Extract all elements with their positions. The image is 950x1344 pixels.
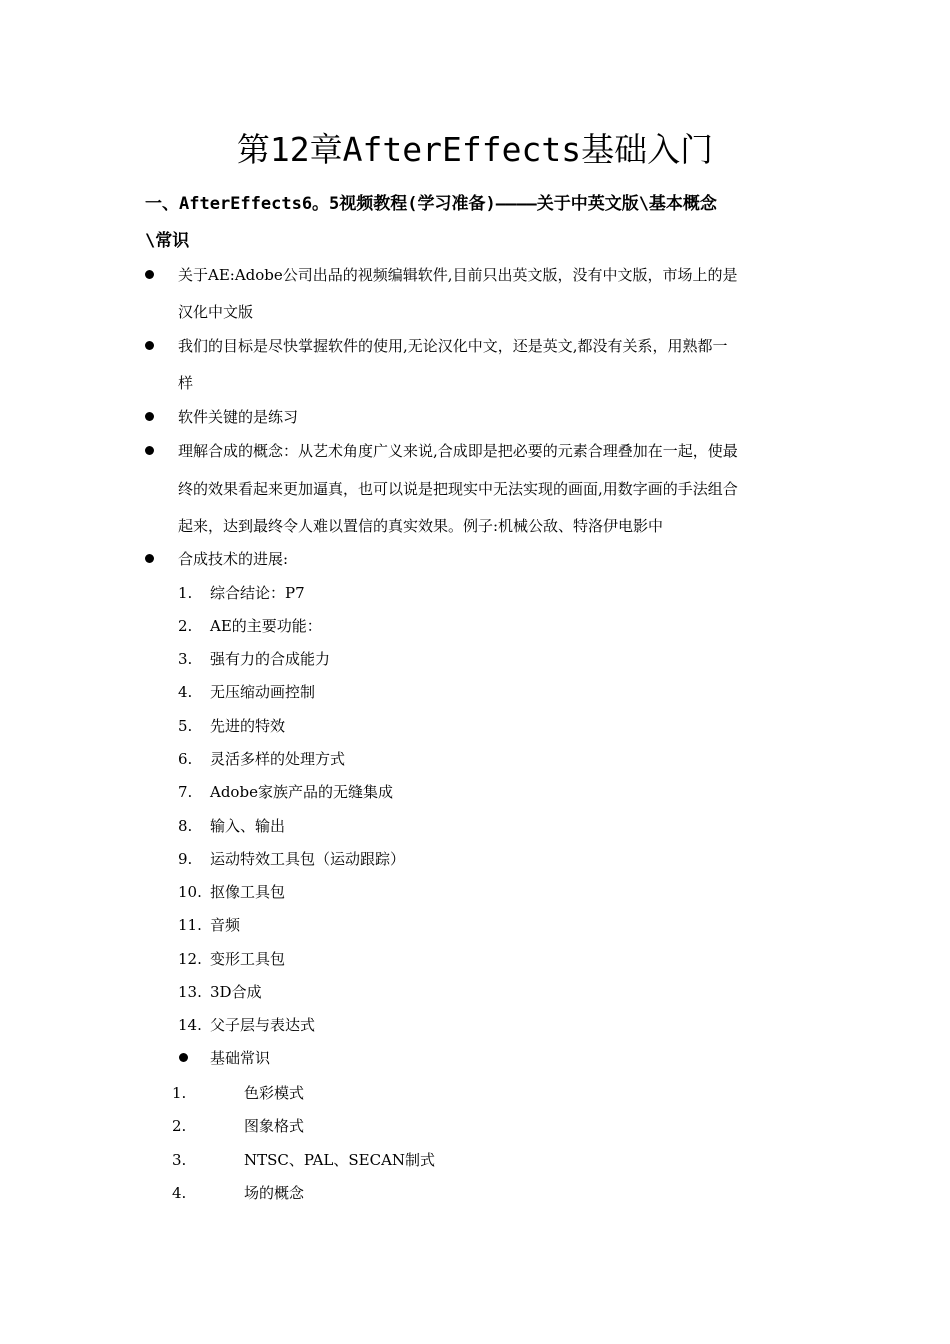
bullet-dot-icon <box>145 412 154 421</box>
bullet-2-line-1: 我们的目标是尽快掌握软件的使用,无论汉化中文，还是英文,都没有关系，用熟都一 <box>178 337 728 355</box>
list-item-text: 综合结论：P7 <box>210 584 305 602</box>
list-item-number: 5. <box>178 717 193 735</box>
list-item-number: 3. <box>178 650 193 668</box>
list-item-number: 8. <box>178 817 193 835</box>
bullet-dot-icon <box>145 341 154 350</box>
list-item-number: 11. <box>178 916 202 934</box>
list-item-text: 3D合成 <box>210 983 262 1001</box>
list-item-text: 强有力的合成能力 <box>210 650 331 668</box>
bullet-2-line-2: 样 <box>178 374 194 392</box>
section-heading-line-1: 一、AfterEffects6。5视频教程(学习准备)————关于中英文版\基本概念 <box>145 194 717 214</box>
list-item-number: 1. <box>178 584 193 602</box>
list-item-text: 灵活多样的处理方式 <box>210 750 346 768</box>
sub-list-item-number: 3. <box>172 1151 187 1169</box>
list-item-text: Adobe家族产品的无缝集成 <box>210 783 393 801</box>
sub-list-item-text: NTSC、PAL、SECAN制式 <box>244 1151 436 1169</box>
list-item-number: 2. <box>178 617 193 635</box>
list-item-number: 10. <box>178 883 202 901</box>
bullet-5-line-1: 合成技术的进展: <box>178 550 289 568</box>
list-item-number: 12. <box>178 950 202 968</box>
list-item-text: 运动特效工具包（运动跟踪） <box>210 850 406 868</box>
bullet-4-line-1: 理解合成的概念：从艺术角度广义来说,合成即是把必要的元素合理叠加在一起，使最 <box>178 442 738 460</box>
sub-list-item-text: 图象格式 <box>244 1117 305 1135</box>
bullet-3-line-1: 软件关键的是练习 <box>178 408 299 426</box>
bullet-4-line-2: 终的效果看起来更加逼真，也可以说是把现实中无法实现的画面,用数字画的手法组合 <box>178 480 738 498</box>
sub-list-item-number: 1. <box>172 1084 187 1102</box>
list-item-text: 先进的特效 <box>210 717 286 735</box>
bullet-4-line-3: 起来，达到最终令人难以置信的真实效果。例子:机械公敌、特洛伊电影中 <box>178 517 664 535</box>
bullet-dot-icon <box>145 446 154 455</box>
list-item-text: 变形工具包 <box>210 950 286 968</box>
chapter-title: 第12章AfterEffects基础入门 <box>236 130 714 169</box>
list-item-text: AE的主要功能： <box>210 617 322 635</box>
bullet-1-line-1: 关于AE:Adobe公司出品的视频编辑软件,目前只出英文版，没有中文版，市场上的是 <box>178 266 738 284</box>
sub-bullet-text: 基础常识 <box>210 1049 271 1067</box>
bullet-dot-icon <box>145 554 154 563</box>
list-item-text: 音频 <box>210 916 241 934</box>
list-item-number: 6. <box>178 750 193 768</box>
sub-bullet-dot-icon <box>179 1053 188 1062</box>
list-item-number: 14. <box>178 1016 202 1034</box>
sub-list-item-number: 4. <box>172 1184 187 1202</box>
list-item-text: 抠像工具包 <box>210 883 286 901</box>
list-item-number: 7. <box>178 783 193 801</box>
list-item-number: 13. <box>178 983 202 1001</box>
bullet-dot-icon <box>145 270 154 279</box>
sub-list-item-text: 场的概念 <box>244 1184 305 1202</box>
list-item-text: 父子层与表达式 <box>210 1016 316 1034</box>
bullet-1-line-2: 汉化中文版 <box>178 303 254 321</box>
sub-list-item-text: 色彩模式 <box>244 1084 305 1102</box>
list-item-text: 输入、输出 <box>210 817 286 835</box>
list-item-text: 无压缩动画控制 <box>210 683 316 701</box>
sub-list-item-number: 2. <box>172 1117 187 1135</box>
list-item-number: 4. <box>178 683 193 701</box>
list-item-number: 9. <box>178 850 193 868</box>
section-heading-line-2: \常识 <box>145 231 190 251</box>
